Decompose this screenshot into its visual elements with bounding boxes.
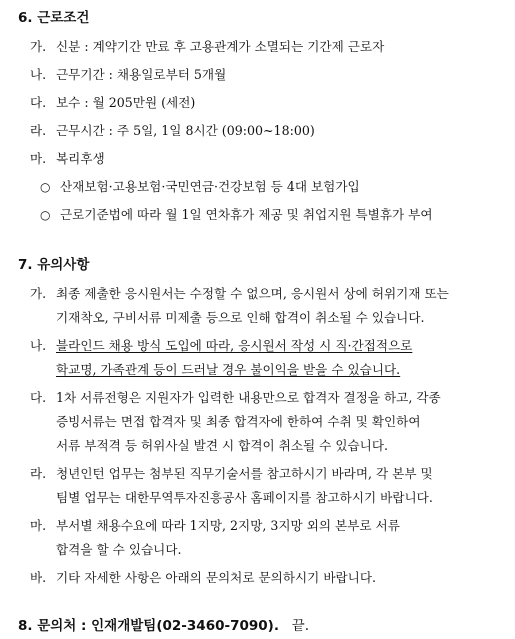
item-label: 가. bbox=[30, 39, 47, 54]
circle-bullet-icon: ○ bbox=[40, 180, 51, 194]
item-text: 청년인턴 업무는 첨부된 직무기술서를 참고하시기 바라며, 각 본부 및 bbox=[56, 466, 433, 481]
item-text: 증빙서류는 면접 합격자 및 최종 합격자에 한하여 수취 및 확인하여 bbox=[56, 414, 421, 429]
item-text-underlined: 학교명, 가족관계 등이 드러날 경우 불이익을 받을 수 있습니다. bbox=[56, 362, 401, 377]
item-text: 팀별 업무는 대한무역투자진흥공사 홈페이지를 참고하시기 바랍니다. bbox=[56, 490, 433, 505]
item-text: 최종 제출한 응시원서는 수정할 수 없으며, 응시원서 상에 허위기재 또는 bbox=[56, 286, 449, 301]
section-8-contact bbox=[18, 617, 309, 635]
item-text: 보수 : 월 205만원 (세전) bbox=[56, 95, 196, 110]
section-8-heading: 8. 문의처 : 인재개발팀(02-3460-7090). bbox=[18, 618, 279, 634]
item-text: 1차 서류전형은 지원자가 입력한 내용만으로 합격자 결정을 하고, 각종 bbox=[56, 390, 441, 405]
item-label: 라. bbox=[30, 466, 47, 481]
section-6-heading: 6. 근로조건 bbox=[18, 10, 90, 26]
document-end-mark: 끝. bbox=[291, 618, 310, 634]
item-label: 다. bbox=[30, 390, 47, 405]
item-text: 근무시간 : 주 5일, 1일 8시간 (09:00~18:00) bbox=[56, 123, 315, 138]
item-text: 기재착오, 구비서류 미제출 등으로 인해 합격이 취소될 수 있습니다. bbox=[56, 310, 425, 325]
item-text: 서류 부적격 등 허위사실 발견 시 합격이 취소될 수 있습니다. bbox=[56, 438, 389, 453]
benefit-text: 산재보험·고용보험·국민연금·건강보험 등 4대 보험가입 bbox=[60, 179, 360, 194]
item-text: 부서별 채용수요에 따라 1지망, 2지망, 3지망 외의 본부로 서류 bbox=[56, 518, 400, 533]
item-label: 마. bbox=[30, 518, 47, 533]
item-text: 기타 자세한 사항은 아래의 문의처로 문의하시기 바랍니다. bbox=[56, 570, 376, 585]
item-label: 나. bbox=[30, 67, 47, 82]
item-label: 마. bbox=[30, 151, 47, 166]
circle-bullet-icon: ○ bbox=[40, 208, 51, 222]
item-text: 근무기간 : 채용일로부터 5개월 bbox=[56, 67, 227, 82]
item-text: 복리후생 bbox=[56, 151, 105, 166]
benefit-text: 근로기준법에 따라 월 1일 연차휴가 제공 및 취업지원 특별휴가 부여 bbox=[60, 207, 433, 222]
item-label: 바. bbox=[30, 570, 47, 585]
item-text-underlined: 블라인드 채용 방식 도입에 따라, 응시원서 작성 시 직·간접적으로 bbox=[56, 338, 413, 353]
section-7-heading: 7. 유의사항 bbox=[18, 257, 90, 273]
item-text: 신분 : 계약기간 만료 후 고용관계가 소멸되는 기간제 근로자 bbox=[56, 39, 385, 54]
item-label: 나. bbox=[30, 338, 47, 353]
item-label: 가. bbox=[30, 286, 47, 301]
item-text: 합격을 할 수 있습니다. bbox=[56, 542, 182, 557]
item-label: 라. bbox=[30, 123, 47, 138]
item-label: 다. bbox=[30, 95, 47, 110]
